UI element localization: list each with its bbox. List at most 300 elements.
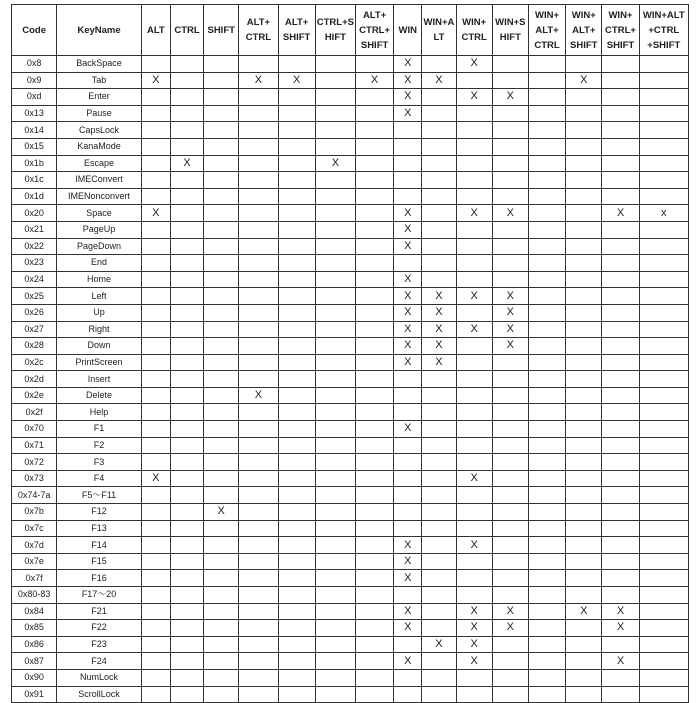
header-alt-ctrl-shift <box>355 5 393 56</box>
combo-mark-cell-ctrl-shift <box>315 504 355 521</box>
combo-mark-cell-alt-ctrl-shift <box>355 387 393 404</box>
combo-mark-cell-win-ctrl <box>456 553 492 570</box>
combo-mark-cell-win-alt-shift <box>566 304 602 321</box>
table-row <box>12 537 689 554</box>
key-name-cell: Right <box>57 321 141 338</box>
combo-mark-cell-win-ctrl <box>456 271 492 288</box>
combo-mark-cell-win-ctrl <box>456 221 492 238</box>
key-name-cell: Down <box>57 338 141 355</box>
combo-mark-cell-win-alt-shift <box>566 520 602 537</box>
table-row <box>12 354 689 371</box>
combo-mark-cell-win-ctrl-shift <box>602 421 639 438</box>
combo-mark-cell-win-alt-shift <box>566 255 602 272</box>
combo-mark-cell-win-alt: X <box>422 338 456 355</box>
combo-mark-cell-alt-ctrl-shift <box>355 504 393 521</box>
combo-mark-cell-ctrl <box>170 636 203 653</box>
combo-mark-cell-ctrl-shift <box>315 188 355 205</box>
key-name-cell: Left <box>57 288 141 305</box>
combo-mark-cell-win-alt-ctrl-shift <box>639 288 688 305</box>
key-name-cell: F12 <box>57 504 141 521</box>
combo-mark-cell-win-alt-shift <box>566 238 602 255</box>
combo-mark-cell-ctrl <box>170 421 203 438</box>
combo-mark-cell-shift <box>204 221 239 238</box>
combo-mark-cell-shift <box>204 138 239 155</box>
combo-mark-cell-alt <box>141 587 170 604</box>
table-row <box>12 387 689 404</box>
key-code-cell: 0x22 <box>12 238 57 255</box>
combo-mark-cell-win-alt-ctrl-shift <box>639 653 688 670</box>
combo-mark-cell-win-alt-shift <box>566 587 602 604</box>
table-row <box>12 487 689 504</box>
combo-mark-cell-win-alt-ctrl <box>528 371 565 388</box>
combo-mark-cell-alt-ctrl <box>239 669 278 686</box>
combo-mark-cell-win-alt <box>422 155 456 172</box>
combo-mark-cell-alt-ctrl: X <box>239 387 278 404</box>
combo-mark-cell-win-shift <box>492 487 528 504</box>
combo-mark-cell-win-shift <box>492 587 528 604</box>
combo-mark-cell-shift <box>204 321 239 338</box>
combo-mark-cell-shift <box>204 686 239 703</box>
combo-mark-cell-win-alt-ctrl-shift <box>639 686 688 703</box>
combo-mark-cell-win-alt <box>422 620 456 637</box>
combo-mark-cell-win-alt-ctrl <box>528 437 565 454</box>
combo-mark-cell-win-alt-ctrl <box>528 603 565 620</box>
combo-mark-cell-win-alt-ctrl-shift <box>639 172 688 189</box>
combo-mark-cell-shift <box>204 188 239 205</box>
combo-mark-cell-alt <box>141 404 170 421</box>
key-name-cell: End <box>57 255 141 272</box>
combo-mark-cell-alt-shift <box>278 138 315 155</box>
combo-mark-cell-alt <box>141 421 170 438</box>
combo-mark-cell-win-ctrl-shift <box>602 669 639 686</box>
combo-mark-cell-alt-shift <box>278 553 315 570</box>
combo-mark-cell-win-alt-shift <box>566 636 602 653</box>
header-label-line: ALT+ <box>362 9 387 21</box>
combo-mark-cell-win-alt-shift <box>566 338 602 355</box>
combo-mark-cell-win: X <box>394 105 422 122</box>
combo-mark-cell-win-shift <box>492 122 528 139</box>
key-name-cell: PageUp <box>57 221 141 238</box>
combo-mark-cell-alt <box>141 620 170 637</box>
combo-mark-cell-win <box>394 636 422 653</box>
combo-mark-cell-win-ctrl <box>456 686 492 703</box>
combo-mark-cell-win-alt-ctrl <box>528 404 565 421</box>
combo-mark-cell-alt <box>141 338 170 355</box>
combo-mark-cell-alt <box>141 504 170 521</box>
table-row <box>12 570 689 587</box>
combo-mark-cell-win-alt-ctrl-shift <box>639 354 688 371</box>
combo-mark-cell-win-alt-shift <box>566 155 602 172</box>
combo-mark-cell-ctrl <box>170 321 203 338</box>
combo-mark-cell-alt-ctrl-shift <box>355 221 393 238</box>
combo-mark-cell-win-ctrl: X <box>456 205 492 222</box>
combo-mark-cell-win-ctrl-shift <box>602 553 639 570</box>
combo-mark-cell-win: X <box>394 421 422 438</box>
header-label-line: WIN+ALT <box>642 9 685 21</box>
combo-mark-cell-alt <box>141 371 170 388</box>
key-code-cell: 0x87 <box>12 653 57 670</box>
combo-mark-cell-win-ctrl <box>456 570 492 587</box>
combo-mark-cell-win-alt-ctrl <box>528 205 565 222</box>
header-label-line: CTRL <box>534 39 560 51</box>
key-code-cell: 0xd <box>12 89 57 106</box>
combo-mark-cell-win-alt-ctrl <box>528 105 565 122</box>
combo-mark-cell-win-ctrl <box>456 172 492 189</box>
key-code-cell: 0x70 <box>12 421 57 438</box>
combo-mark-cell-win-alt-ctrl-shift <box>639 504 688 521</box>
combo-mark-cell-win-alt-ctrl-shift <box>639 454 688 471</box>
combo-mark-cell-ctrl <box>170 570 203 587</box>
combo-mark-cell-alt-shift <box>278 155 315 172</box>
header-win-alt-ctrl <box>528 5 565 56</box>
combo-mark-cell-alt-ctrl <box>239 404 278 421</box>
header-label-line: WIN+ <box>571 9 596 21</box>
combo-mark-cell-alt-ctrl-shift <box>355 338 393 355</box>
combo-mark-cell-alt-ctrl-shift <box>355 89 393 106</box>
combo-mark-cell-win-ctrl-shift <box>602 188 639 205</box>
combo-mark-cell-alt-shift <box>278 603 315 620</box>
combo-mark-cell-win-ctrl <box>456 122 492 139</box>
combo-mark-cell-win-alt-shift: X <box>566 603 602 620</box>
key-name-cell: F22 <box>57 620 141 637</box>
key-name-cell: F14 <box>57 537 141 554</box>
combo-mark-cell-alt <box>141 520 170 537</box>
combo-mark-cell-shift <box>204 387 239 404</box>
combo-mark-cell-alt-shift <box>278 587 315 604</box>
key-name-cell: ScrollLock <box>57 686 141 703</box>
combo-mark-cell-win-alt-ctrl <box>528 304 565 321</box>
header-label-line: CTRL+ <box>605 24 636 36</box>
combo-mark-cell-win-ctrl <box>456 437 492 454</box>
combo-mark-cell-win-alt-shift <box>566 138 602 155</box>
key-name-cell: CapsLock <box>57 122 141 139</box>
key-name-cell: Up <box>57 304 141 321</box>
combo-mark-cell-win-alt <box>422 138 456 155</box>
combo-mark-cell-win-ctrl-shift <box>602 587 639 604</box>
combo-mark-cell-win-alt-shift <box>566 553 602 570</box>
key-code-cell: 0x1b <box>12 155 57 172</box>
key-name-cell: BackSpace <box>57 56 141 73</box>
combo-mark-cell-win-alt-shift <box>566 653 602 670</box>
combo-mark-cell-win-shift <box>492 172 528 189</box>
key-code-cell: 0x26 <box>12 304 57 321</box>
key-name-cell: PageDown <box>57 238 141 255</box>
combo-mark-cell-ctrl-shift <box>315 454 355 471</box>
combo-mark-cell-alt <box>141 105 170 122</box>
combo-mark-cell-win-alt <box>422 56 456 73</box>
combo-mark-cell-win-ctrl-shift <box>602 255 639 272</box>
combo-mark-cell-win-alt-ctrl <box>528 487 565 504</box>
combo-mark-cell-win: X <box>394 271 422 288</box>
combo-mark-cell-win-alt <box>422 404 456 421</box>
table-row <box>12 587 689 604</box>
combo-mark-cell-ctrl <box>170 387 203 404</box>
combo-mark-cell-win <box>394 155 422 172</box>
combo-mark-cell-alt-ctrl-shift <box>355 354 393 371</box>
combo-mark-cell-win-ctrl-shift <box>602 371 639 388</box>
combo-mark-cell-win-alt <box>422 504 456 521</box>
combo-mark-cell-win-alt-shift <box>566 172 602 189</box>
combo-mark-cell-alt-ctrl-shift <box>355 487 393 504</box>
combo-mark-cell-ctrl <box>170 255 203 272</box>
combo-mark-cell-win-alt-ctrl-shift <box>639 587 688 604</box>
table-row <box>12 288 689 305</box>
combo-mark-cell-alt-ctrl-shift <box>355 404 393 421</box>
combo-mark-cell-alt-ctrl <box>239 504 278 521</box>
key-code-cell: 0x25 <box>12 288 57 305</box>
combo-mark-cell-win-alt-ctrl-shift <box>639 72 688 89</box>
combo-mark-cell-win-alt-shift <box>566 89 602 106</box>
combo-mark-cell-alt-shift <box>278 520 315 537</box>
combo-mark-cell-alt-ctrl <box>239 89 278 106</box>
key-code-cell: 0x23 <box>12 255 57 272</box>
combo-mark-cell-win-alt-shift <box>566 686 602 703</box>
combo-mark-cell-alt-ctrl-shift <box>355 288 393 305</box>
header-win-ctrl-shift <box>602 5 639 56</box>
combo-mark-cell-alt-ctrl-shift <box>355 271 393 288</box>
combo-mark-cell-win-alt-ctrl-shift <box>639 570 688 587</box>
combo-mark-cell-win-shift <box>492 520 528 537</box>
key-code-cell: 0x80-83 <box>12 587 57 604</box>
combo-mark-cell-alt-shift <box>278 653 315 670</box>
combo-mark-cell-alt <box>141 553 170 570</box>
table-row <box>12 188 689 205</box>
combo-mark-cell-win-ctrl <box>456 354 492 371</box>
combo-mark-cell-win <box>394 587 422 604</box>
combo-mark-cell-alt <box>141 321 170 338</box>
table-row <box>12 404 689 421</box>
combo-mark-cell-alt-shift <box>278 669 315 686</box>
combo-mark-cell-alt <box>141 570 170 587</box>
combo-mark-cell-win-alt: X <box>422 72 456 89</box>
combo-mark-cell-shift <box>204 437 239 454</box>
combo-mark-cell-alt-ctrl <box>239 56 278 73</box>
combo-mark-cell-alt <box>141 437 170 454</box>
combo-mark-cell-shift <box>204 454 239 471</box>
combo-mark-cell-shift <box>204 587 239 604</box>
key-name-cell: F16 <box>57 570 141 587</box>
combo-mark-cell-alt-ctrl-shift <box>355 255 393 272</box>
combo-mark-cell-win-ctrl <box>456 504 492 521</box>
combo-mark-cell-win-alt-ctrl-shift <box>639 470 688 487</box>
table-row <box>12 221 689 238</box>
combo-mark-cell-alt-shift <box>278 56 315 73</box>
combo-mark-cell-win-shift: X <box>492 321 528 338</box>
combo-mark-cell-alt-shift <box>278 537 315 554</box>
combo-mark-cell-win-ctrl <box>456 105 492 122</box>
table-row <box>12 72 689 89</box>
combo-mark-cell-win-alt <box>422 387 456 404</box>
combo-mark-cell-ctrl <box>170 138 203 155</box>
combo-mark-cell-win-alt <box>422 238 456 255</box>
header-label-line: WIN+ <box>608 9 633 21</box>
key-name-cell: F13 <box>57 520 141 537</box>
combo-mark-cell-alt-ctrl-shift: X <box>355 72 393 89</box>
combo-mark-cell-win-alt-ctrl-shift <box>639 553 688 570</box>
combo-mark-cell-win-ctrl-shift <box>602 122 639 139</box>
combo-mark-cell-alt-ctrl-shift <box>355 470 393 487</box>
table-row <box>12 653 689 670</box>
key-code-cell: 0x24 <box>12 271 57 288</box>
combo-mark-cell-win-alt <box>422 570 456 587</box>
combo-mark-cell-alt-shift <box>278 404 315 421</box>
combo-mark-cell-win-alt <box>422 520 456 537</box>
combo-mark-cell-alt <box>141 454 170 471</box>
combo-mark-cell-ctrl-shift <box>315 354 355 371</box>
combo-mark-cell-alt-ctrl-shift <box>355 155 393 172</box>
combo-mark-cell-alt-ctrl <box>239 653 278 670</box>
combo-mark-cell-ctrl <box>170 454 203 471</box>
combo-mark-cell-alt-shift <box>278 221 315 238</box>
table-row <box>12 89 689 106</box>
combo-mark-cell-win: X <box>394 221 422 238</box>
combo-mark-cell-win-ctrl <box>456 454 492 471</box>
combo-mark-cell-win-alt-shift <box>566 504 602 521</box>
combo-mark-cell-alt-ctrl <box>239 686 278 703</box>
key-name-cell: F24 <box>57 653 141 670</box>
table-row <box>12 421 689 438</box>
combo-mark-cell-win-alt-ctrl-shift <box>639 669 688 686</box>
combo-mark-cell-shift <box>204 636 239 653</box>
combo-mark-cell-win-alt-ctrl <box>528 520 565 537</box>
combo-mark-cell-win-alt <box>422 255 456 272</box>
combo-mark-cell-alt <box>141 686 170 703</box>
header-label-line: CTRL+ <box>359 24 391 36</box>
header-win-alt-shift <box>566 5 602 56</box>
key-name-cell: KanaMode <box>57 138 141 155</box>
combo-mark-cell-win-alt-ctrl <box>528 454 565 471</box>
header-label-line: ALT <box>146 24 165 36</box>
combo-mark-cell-win-ctrl-shift <box>602 520 639 537</box>
table-row <box>12 454 689 471</box>
combo-mark-cell-win-alt-shift <box>566 454 602 471</box>
combo-mark-cell-alt-shift: X <box>278 72 315 89</box>
combo-mark-cell-win-ctrl-shift <box>602 288 639 305</box>
combo-mark-cell-win-alt <box>422 603 456 620</box>
combo-mark-cell-alt-shift <box>278 686 315 703</box>
combo-mark-cell-win-shift <box>492 653 528 670</box>
combo-mark-cell-ctrl-shift <box>315 221 355 238</box>
combo-mark-cell-shift <box>204 354 239 371</box>
combo-mark-cell-win-alt-ctrl-shift <box>639 421 688 438</box>
combo-mark-cell-win-alt-ctrl-shift <box>639 105 688 122</box>
combo-mark-cell-alt-shift <box>278 371 315 388</box>
combo-mark-cell-shift <box>204 669 239 686</box>
combo-mark-cell-win-alt-ctrl <box>528 321 565 338</box>
combo-mark-cell-ctrl-shift <box>315 570 355 587</box>
combo-mark-cell-win-shift: X <box>492 620 528 637</box>
combo-mark-cell-ctrl-shift <box>315 72 355 89</box>
combo-mark-cell-win-alt-shift <box>566 371 602 388</box>
combo-mark-cell-win: X <box>394 653 422 670</box>
combo-mark-cell-win-shift <box>492 238 528 255</box>
key-code-cell: 0x73 <box>12 470 57 487</box>
combo-mark-cell-win-alt-ctrl <box>528 470 565 487</box>
combo-mark-cell-win-alt <box>422 89 456 106</box>
combo-mark-cell-ctrl-shift <box>315 255 355 272</box>
combo-mark-cell-win-ctrl <box>456 421 492 438</box>
key-code-cell: 0x74-7a <box>12 487 57 504</box>
key-code-cell: 0x91 <box>12 686 57 703</box>
table-row <box>12 138 689 155</box>
combo-mark-cell-win-shift <box>492 504 528 521</box>
combo-mark-cell-win-ctrl-shift <box>602 470 639 487</box>
table-row <box>12 437 689 454</box>
combo-mark-cell-alt-shift <box>278 454 315 471</box>
combo-mark-cell-win-alt <box>422 188 456 205</box>
key-name-cell: Tab <box>57 72 141 89</box>
combo-mark-cell-win-alt-shift <box>566 122 602 139</box>
combo-mark-cell-alt-ctrl-shift <box>355 587 393 604</box>
combo-mark-cell-win-alt-shift <box>566 188 602 205</box>
key-code-cell: 0x1c <box>12 172 57 189</box>
combo-mark-cell-ctrl <box>170 587 203 604</box>
combo-mark-cell-win <box>394 122 422 139</box>
combo-mark-cell-win: X <box>394 620 422 637</box>
table-row <box>12 371 689 388</box>
combo-mark-cell-win-ctrl <box>456 255 492 272</box>
combo-mark-cell-win-shift <box>492 221 528 238</box>
combo-mark-cell-alt-ctrl <box>239 221 278 238</box>
combo-mark-cell-win-shift <box>492 387 528 404</box>
combo-mark-cell-alt-ctrl-shift <box>355 454 393 471</box>
table-row <box>12 155 689 172</box>
combo-mark-cell-alt <box>141 304 170 321</box>
combo-mark-cell-alt-ctrl <box>239 553 278 570</box>
combo-mark-cell-ctrl-shift <box>315 172 355 189</box>
combo-mark-cell-alt-shift <box>278 304 315 321</box>
header-alt <box>141 5 170 56</box>
combo-mark-cell-alt-ctrl-shift <box>355 188 393 205</box>
combo-mark-cell-shift <box>204 520 239 537</box>
combo-mark-cell-alt-ctrl-shift <box>355 686 393 703</box>
combo-mark-cell-ctrl-shift <box>315 387 355 404</box>
combo-mark-cell-win <box>394 404 422 421</box>
combo-mark-cell-win-alt-ctrl <box>528 421 565 438</box>
combo-mark-cell-alt-ctrl-shift <box>355 205 393 222</box>
header-win-alt-ctrl-shift <box>639 5 688 56</box>
combo-mark-cell-win-ctrl-shift: X <box>602 653 639 670</box>
combo-mark-cell-win-shift <box>492 421 528 438</box>
combo-mark-cell-ctrl <box>170 172 203 189</box>
header-label-line: Code <box>22 24 46 36</box>
combo-mark-cell-win-alt-ctrl-shift <box>639 487 688 504</box>
combo-mark-cell-win-shift <box>492 188 528 205</box>
combo-mark-cell-win: X <box>394 288 422 305</box>
combo-mark-cell-ctrl-shift <box>315 205 355 222</box>
combo-mark-cell-ctrl-shift <box>315 304 355 321</box>
combo-mark-cell-ctrl-shift <box>315 288 355 305</box>
combo-mark-cell-shift <box>204 238 239 255</box>
combo-mark-cell-ctrl <box>170 238 203 255</box>
combo-mark-cell-win-ctrl-shift <box>602 105 639 122</box>
combo-mark-cell-win-ctrl: X <box>456 653 492 670</box>
combo-mark-cell-alt-ctrl <box>239 570 278 587</box>
combo-mark-cell-ctrl <box>170 288 203 305</box>
combo-mark-cell-win-alt-ctrl <box>528 620 565 637</box>
key-code-cell: 0x13 <box>12 105 57 122</box>
combo-mark-cell-win-alt-ctrl-shift <box>639 138 688 155</box>
combo-mark-cell-ctrl-shift <box>315 238 355 255</box>
key-name-cell: F2 <box>57 437 141 454</box>
combo-mark-cell-alt-shift <box>278 354 315 371</box>
combo-mark-cell-alt-ctrl-shift <box>355 669 393 686</box>
combo-mark-cell-alt-ctrl <box>239 338 278 355</box>
key-name-cell: Escape <box>57 155 141 172</box>
key-name-cell: Home <box>57 271 141 288</box>
combo-mark-cell-win-shift: X <box>492 603 528 620</box>
header-win-shift <box>492 5 528 56</box>
